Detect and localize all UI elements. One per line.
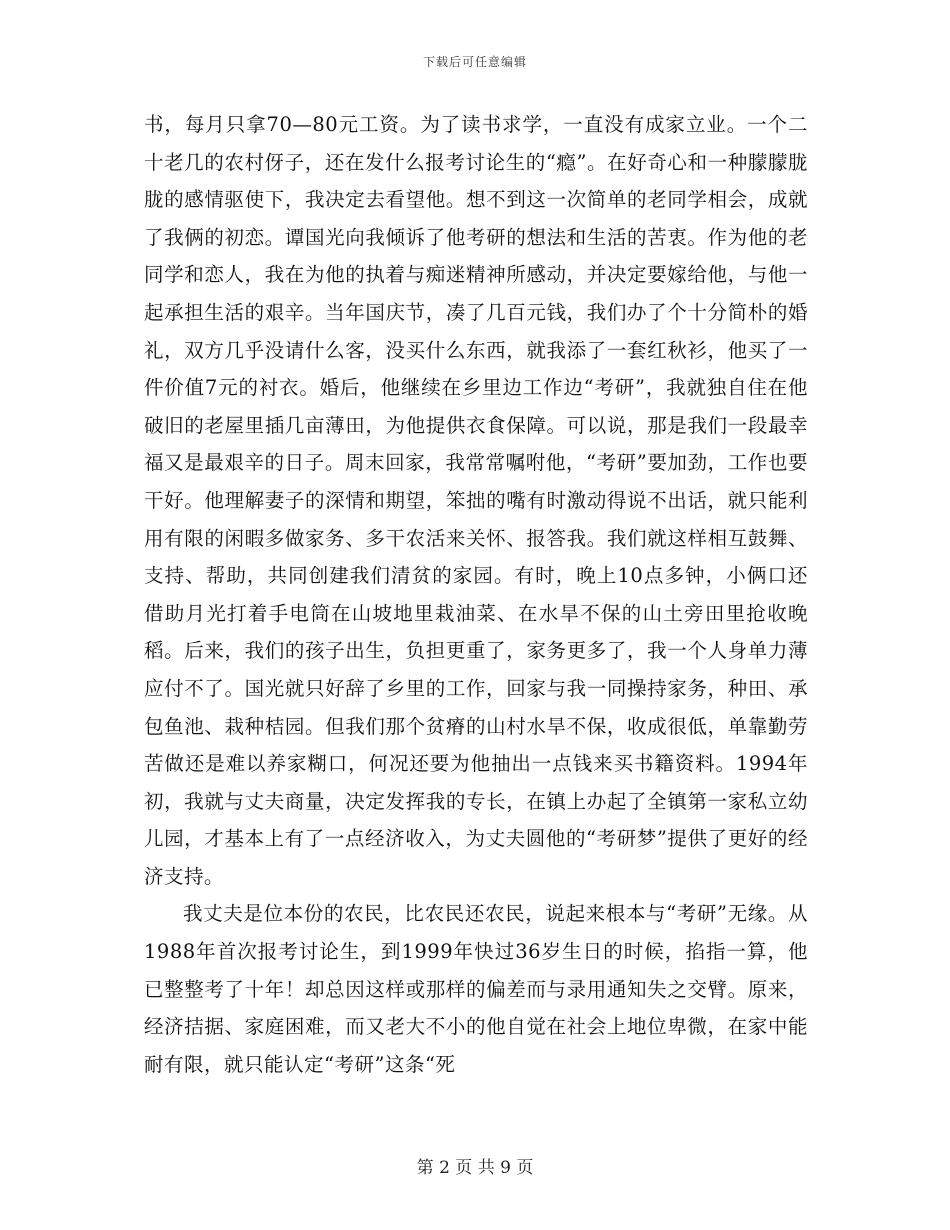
paragraph-2: 我丈夫是位本份的农民，比农民还农民，说起来根本与“考研”无缘。从1988年首次报考讨论生，到1999年快过36岁生日的时候，掐指一算，他已整整考了十年！却总因这样或那样的偏差而与录用通知失之交臂。原来，经济拮据、家庭困难，而又老大不小的他自觉在社会上地位卑微，在家中能耐有限，就只能认定“考研”这条“死	[144, 902, 808, 1076]
document-body	[144, 106, 808, 1083]
paragraph-1: 书，每月只拿70—80元工资。为了读书求学，一直没有成家立业。一个二十老几的农村伢子，还在发什么报考讨论生的“瘾”。在好奇心和一种朦朦胧胧的感情驱使下，我决定去看望他。想不到这一次简单的老同学相会，成就了我俩的初恋。谭国光向我倾诉了他考研的想法和生活的苦衷。作为他的老同学和恋人，我在为他的执着与痴迷精神所感动，并决定要嫁给他，与他一起承担生活的艰辛。当年国庆节，凑了几百元钱，我们办了个十分简朴的婚礼，双方几乎没请什么客，没买什么东西，就我添了一套红秋衫，他买了一件价值7元的衬衣。婚后，他继续在乡里边工作边“考研”，我就独自住在他破旧的老屋里插几亩薄田，为他提供衣食保障。可以说，那是我们一段最幸福又是最艰辛的日子。周末回家，我常常嘱咐他，“考研”要加劲，工作也要干好。他理解妻子的深情和期望，笨拙的嘴有时激动得说不出话，就只能利用有限的闲暇多做家务、多干农活来关怀、报答我。我们就这样相互鼓舞、支持、帮助，共同创建我们清贫的家园。有时，晚上10点多钟，小俩口还借助月光打着手电筒在山坡地里栽油菜、在水旱不保的山土旁田里抢收晚稻。后来，我们的孩子出生，负担更重了，家务更多了，我一个人身单力薄应付不了。国光就只好辞了乡里的工作，回家与我一同操持家务，种田、承包鱼池、栽种桔园。但我们那个贫瘠的山村水旱不保，收成很低，单靠勤劳苦做还是难以养家糊口，何况还要为他抽出一点钱来买书籍资料。1994年初，我就与丈夫商量，决定发挥我的专长，在镇上办起了全镇第一家私立幼儿园，才基本上有了一点经济收入，为丈夫圆他的“考研梦”提供了更好的经济支持。	[144, 113, 808, 888]
page-header-note: 下载后可任意编辑	[422, 55, 527, 69]
page-number: 第 2 页 共 9 页	[416, 1158, 534, 1178]
